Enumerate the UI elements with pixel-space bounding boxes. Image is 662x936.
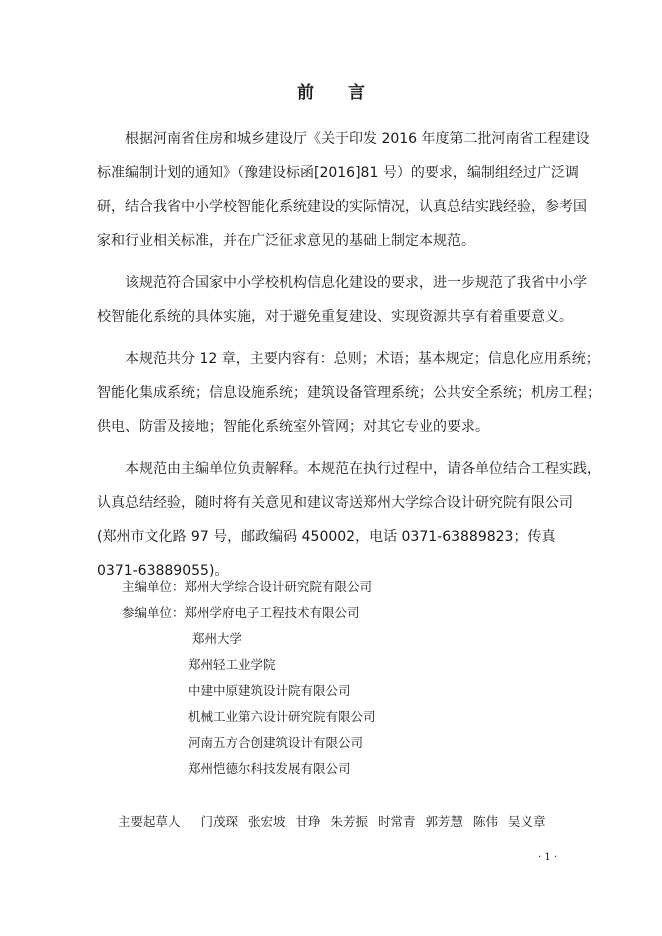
text-line: 根据河南省住房和城乡建设厅《关于印发 2016 年度第二批河南省工程建设 bbox=[125, 131, 590, 147]
participating-unit-name: 郑州轻工业学院 bbox=[188, 657, 276, 672]
drafter-name: 甘琤 bbox=[295, 814, 321, 829]
participating-unit-label: 参编单位： bbox=[122, 605, 185, 620]
text-line: 该规范符合国家中小学校机构信息化建设的要求，进一步规范了我省中小学 bbox=[125, 275, 587, 291]
drafter-name: 时常青 bbox=[378, 814, 416, 829]
text-line: 认真总结经验，随时将有关意见和建议寄送郑州大学综合设计研究院有限公司 bbox=[97, 495, 573, 511]
text-line: 标准编制计划的通知》（豫建设标函[2016]81 号）的要求，编制组经过广泛调 bbox=[97, 165, 579, 181]
paragraph-2 bbox=[97, 266, 587, 334]
drafter-name: 陈伟 bbox=[473, 814, 499, 829]
participating-unit-name: 郑州大学 bbox=[192, 631, 243, 646]
paragraph-4 bbox=[97, 452, 601, 588]
text-line: 家和行业相关标准，并在广泛征求意见的基础上制定本规范。 bbox=[97, 233, 475, 249]
chief-unit-name: 郑州大学综合设计研究院有限公司 bbox=[184, 579, 373, 594]
text-line: 0371-63889055)。 bbox=[97, 563, 229, 579]
participating-unit-name: 机械工业第六设计研究院有限公司 bbox=[188, 709, 376, 724]
organization-units bbox=[122, 574, 376, 782]
title-char-1: 前 bbox=[297, 83, 314, 103]
participating-unit-row bbox=[122, 600, 376, 626]
chief-unit-label: 主编单位： bbox=[122, 579, 185, 594]
drafter-name: 张宏坡 bbox=[248, 814, 286, 829]
chief-unit-row bbox=[122, 574, 376, 600]
drafter-name: 朱芳振 bbox=[330, 814, 369, 829]
drafter-name: 郭芳慧 bbox=[425, 814, 464, 829]
participating-unit-name: 郑州恺德尔科技发展有限公司 bbox=[188, 761, 351, 776]
participating-unit-name: 河南五方合创建筑设计有限公司 bbox=[188, 735, 364, 750]
page-title bbox=[0, 78, 662, 103]
drafters-label: 主要起草人 bbox=[118, 814, 181, 829]
drafter-name: 门茂琛 bbox=[200, 814, 239, 829]
drafters-line bbox=[118, 812, 552, 830]
participating-unit-name: 郑州学府电子工程技术有限公司 bbox=[184, 605, 360, 620]
text-line: 校智能化系统的具体实施，对于避免重复建设、实现资源共享有着重要意义。 bbox=[97, 309, 573, 325]
text-line: (郑州市文化路 97 号，邮政编码 450002，电话 0371-63889823；传真 bbox=[97, 529, 556, 545]
text-line: 本规范由主编单位负责解释。本规范在执行过程中，请各单位结合工程实践， bbox=[125, 461, 601, 477]
participating-unit-name: 中建中原建筑设计院有限公司 bbox=[188, 683, 351, 698]
paragraph-1 bbox=[97, 122, 590, 258]
text-line: 供电、防雷及接地；智能化系统室外管网；对其它专业的要求。 bbox=[97, 419, 489, 435]
title-char-2: 言 bbox=[348, 83, 365, 103]
text-line: 智能化集成系统；信息设施系统；建筑设备管理系统；公共安全系统；机房工程； bbox=[97, 385, 601, 401]
paragraph-3 bbox=[97, 342, 601, 444]
text-line: 本规范共分 12 章，主要内容有：总则；术语；基本规定；信息化应用系统； bbox=[125, 351, 600, 367]
drafter-name: 吴义章 bbox=[508, 814, 546, 829]
page-number: · 1 · bbox=[538, 852, 558, 863]
preface-body bbox=[97, 122, 601, 596]
text-line: 研，结合我省中小学校智能化系统建设的实际情况，认真总结实践经验，参考国 bbox=[97, 199, 587, 215]
